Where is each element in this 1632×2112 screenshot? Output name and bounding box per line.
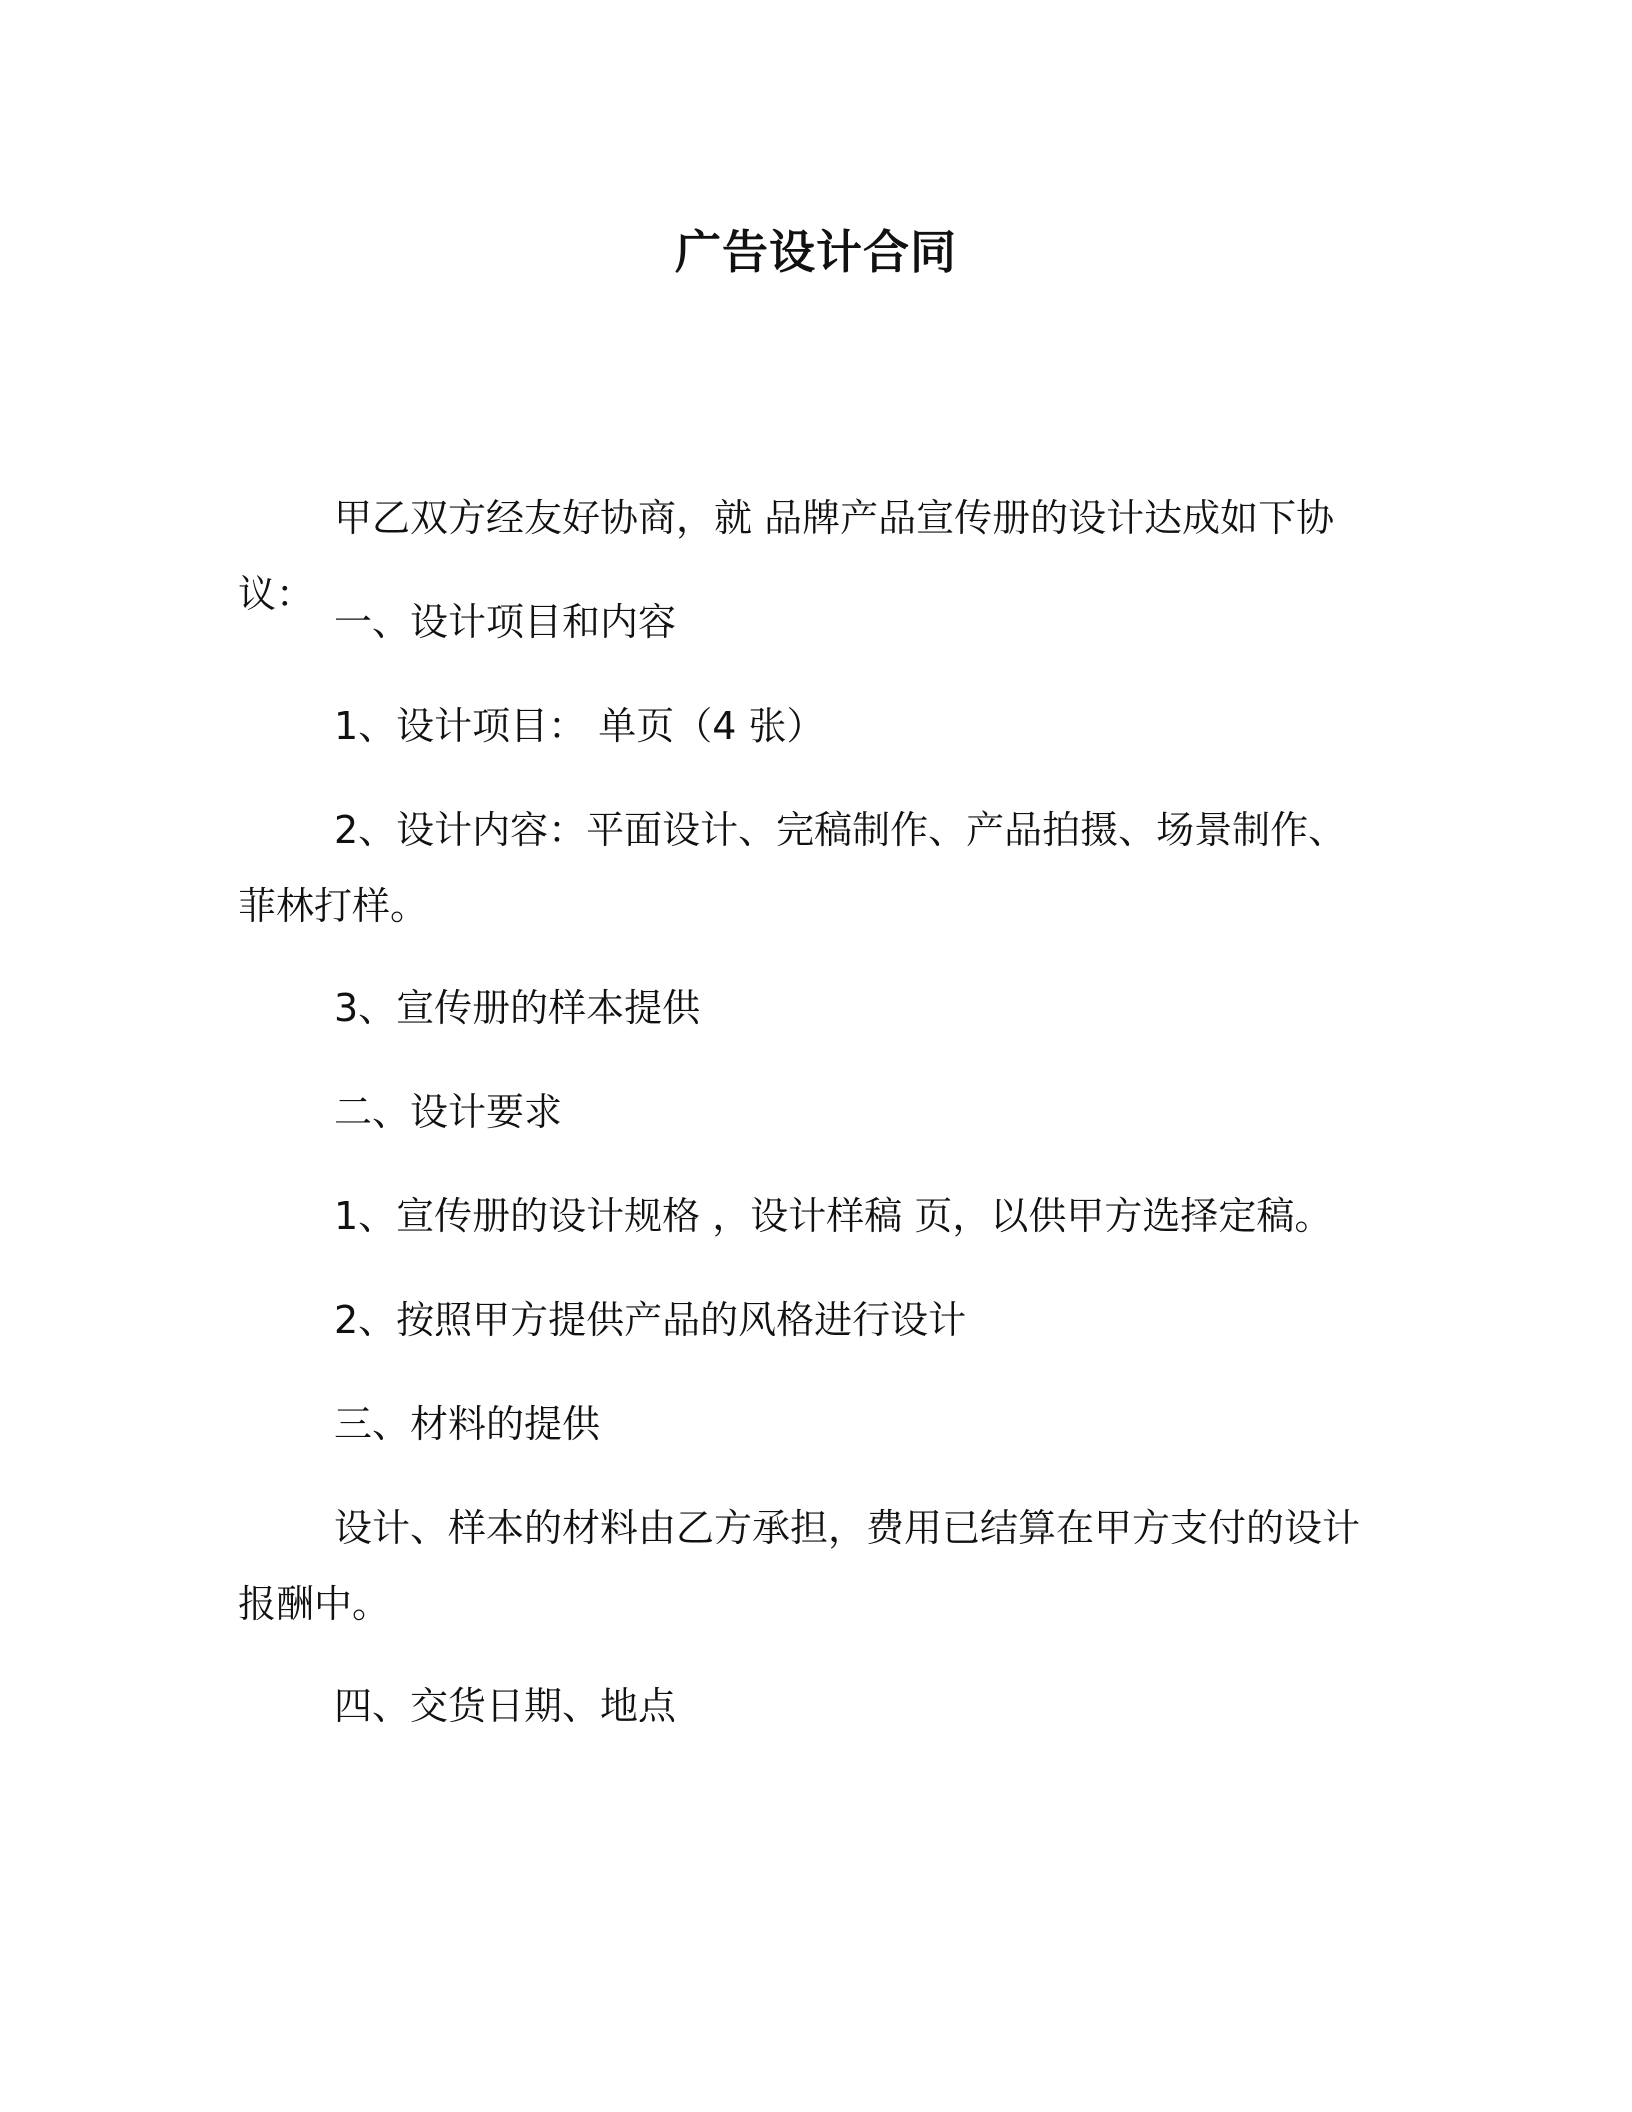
paragraph-item-1-2: 2、设计内容：平面设计、完稿制作、产品拍摄、场景制作、菲林打样。: [238, 808, 1347, 928]
section-heading-2: 二、设计要求: [334, 1090, 563, 1134]
paragraph-item-1-3: 3、宣传册的样本提供: [334, 986, 701, 1030]
paragraph-item-2-1: 1、宣传册的设计规格 ，设计样稿 页，以供甲方选择定稿。: [334, 1194, 1333, 1238]
section-heading-3: 三、材料的提供: [334, 1402, 601, 1446]
paragraph-materials: 设计、样本的材料由乙方承担，费用已结算在甲方支付的设计报酬中。: [238, 1506, 1361, 1626]
paragraph-intro: 甲乙双方经友好协商，就 品牌产品宣传册的设计达成如下协议：: [238, 496, 1335, 616]
paragraph-item-2-2: 2、按照甲方提供产品的风格进行设计: [334, 1298, 967, 1342]
section-heading-1: 一、设计项目和内容: [334, 600, 677, 644]
document-title: 广告设计合同: [675, 225, 957, 279]
paragraph-item-1-1: 1、设计项目： 单页（4 张）: [334, 704, 825, 748]
section-heading-4: 四、交货日期、地点: [334, 1684, 677, 1728]
